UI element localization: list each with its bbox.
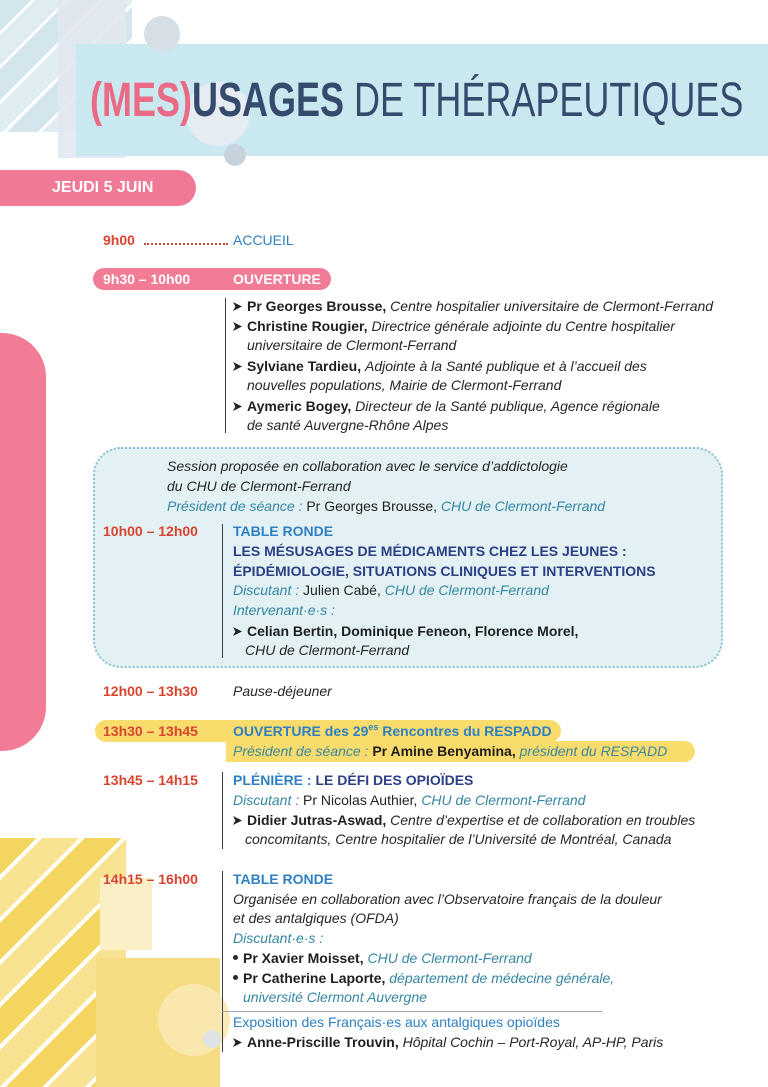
discussant-line [233, 581, 549, 599]
session-type: TABLE RONDE [233, 523, 334, 539]
discussant-name: Pr Nicolas Authier, [303, 792, 418, 808]
discussant-affiliation: CHU de Clermont-Ferrand [421, 792, 586, 808]
chair-name: Pr Amine Benyamina, [372, 743, 516, 759]
label-respadd-text: OUVERTURE des 29 [233, 723, 369, 739]
vertical-rule [222, 871, 223, 1052]
label-respadd-sup: es [368, 722, 379, 732]
decor-pink-side-bar [0, 333, 46, 751]
speakers-label: Intervenant·e·s : [233, 602, 335, 618]
list-item [233, 622, 578, 640]
time-respadd: 13h30 – 13h45 [103, 723, 198, 739]
list-item [233, 969, 614, 987]
list-item [233, 811, 695, 829]
vertical-rule [222, 524, 223, 658]
discussant-name: Pr Xavier Moisset, [243, 950, 364, 966]
speaker-role: nouvelles populations, Mairie de Clermont-Ferrand [247, 377, 562, 393]
chair-label: Président de séance : [167, 498, 303, 514]
speaker-role: Adjointe à la Santé publique et à l’accueil des [365, 358, 647, 374]
pleniere-heading [233, 771, 473, 789]
discussant-name: Julien Cabé, [303, 582, 381, 598]
discussant-line [233, 791, 585, 809]
speaker-role: universitaire de Clermont-Ferrand [247, 337, 457, 353]
speaker-role: Centre d’expertise et de collaboration en troubles [390, 812, 696, 828]
speaker-name: Didier Jutras-Aswad, [247, 812, 387, 828]
list-item [233, 297, 713, 315]
discussant-affiliation: département de médecine générale, [389, 970, 615, 986]
speaker-role: Directrice générale adjointe du Centre hospitalier [371, 318, 675, 334]
dotted-leader [144, 243, 228, 245]
arrow-bullet-icon [233, 1038, 242, 1047]
page-title [90, 74, 744, 127]
chair-label: Président de séance : [233, 743, 369, 759]
session-type: TABLE RONDE [233, 871, 334, 887]
pleniere-label: PLÉNIÈRE : [233, 772, 312, 788]
session-intro: et des antalgiques (OFDA) [233, 910, 399, 926]
arrow-bullet-icon [233, 627, 242, 636]
discussant-name: Pr Catherine Laporte, [243, 970, 386, 986]
talk-title: Exposition des Français·es aux antalgiques opioïdes [233, 1014, 560, 1030]
chair-name: Pr Georges Brousse, [306, 498, 438, 514]
discussant-affiliation: CHU de Clermont-Ferrand [384, 582, 549, 598]
bullet-icon [233, 975, 238, 980]
list-item [233, 317, 675, 335]
speaker-name: Aymeric Bogey, [247, 398, 352, 414]
speaker-affiliation: CHU de Clermont-Ferrand [245, 642, 410, 658]
decor-circle [203, 1030, 221, 1048]
label-respadd [233, 722, 552, 740]
speaker-name: Pr Georges Brousse, [247, 298, 387, 314]
time-accueil: 9h00 [103, 232, 135, 248]
decor-circle [144, 16, 180, 52]
list-item [233, 1033, 663, 1051]
speaker-names: Celian Bertin, Dominique Feneon, Florence Morel, [247, 623, 579, 639]
chair-role: président du RESPADD [519, 743, 668, 759]
session-intro: Session proposée en collaboration avec le service d’addictologie [167, 458, 568, 474]
speaker-affiliation: Hôpital Cochin – Port-Royal, AP-HP, Paris [402, 1034, 664, 1050]
separator [222, 1011, 602, 1012]
speaker-name: Anne-Priscille Trouvin, [247, 1034, 399, 1050]
session-title: LES MÉSUSAGES DE MÉDICAMENTS CHEZ LES JEUNES : [233, 543, 627, 559]
chair-affiliation: CHU de Clermont-Ferrand [440, 498, 606, 514]
label-respadd-end: Rencontres du RESPADD [378, 723, 552, 739]
arrow-bullet-icon [233, 402, 242, 411]
discussants-label: Discutant·e·s : [233, 930, 324, 946]
decor-circle [158, 984, 230, 1056]
discussant-label: Discutant : [233, 582, 300, 598]
arrow-bullet-icon [233, 362, 242, 371]
time-pause: 12h00 – 13h30 [103, 683, 198, 699]
session-chair [167, 497, 605, 515]
decor-circle [224, 144, 246, 166]
speaker-role: concomitants, Centre hospitalier de l’Université de Montréal, Canada [245, 831, 672, 847]
speaker-role: Directeur de la Santé publique, Agence régionale [355, 398, 660, 414]
discussant-label: Discutant : [233, 792, 300, 808]
arrow-bullet-icon [233, 816, 242, 825]
list-item [233, 357, 647, 375]
vertical-rule [225, 298, 226, 433]
decor-square [100, 878, 152, 950]
list-item [233, 949, 532, 967]
session-title: ÉPIDÉMIOLOGIE, SITUATIONS CLINIQUES ET INTERVENTIONS [233, 563, 656, 579]
respadd-chair [233, 742, 667, 760]
time-table-ronde-2: 14h15 – 16h00 [103, 871, 198, 887]
session-intro: du CHU de Clermont-Ferrand [167, 478, 351, 494]
session-intro: Organisée en collaboration avec l’Observatoire français de la douleur [233, 891, 662, 907]
label-pause: Pause-déjeuner [233, 683, 332, 699]
title-rest: DE THÉRAPEUTIQUES [344, 74, 744, 127]
title-prefix: (MES) [90, 74, 192, 127]
speaker-role: Centre hospitalier universitaire de Clermont-Ferrand [390, 298, 714, 314]
label-accueil: ACCUEIL [233, 232, 294, 248]
speaker-name: Sylviane Tardieu, [247, 358, 362, 374]
arrow-bullet-icon [233, 302, 242, 311]
time-pleniere: 13h45 – 14h15 [103, 772, 198, 788]
speaker-name: Christine Rougier, [247, 318, 368, 334]
pleniere-title: LE DÉFI DES OPIOÏDES [315, 772, 474, 788]
bullet-icon [233, 955, 238, 960]
list-item [233, 397, 660, 415]
speaker-role: de santé Auvergne-Rhône Alpes [247, 417, 449, 433]
time-table-ronde-1: 10h00 – 12h00 [103, 523, 198, 539]
label-ouverture: OUVERTURE [233, 271, 321, 287]
day-label: JEUDI 5 JUIN [52, 179, 154, 196]
title-bold: USAGES [191, 74, 345, 127]
arrow-bullet-icon [233, 322, 242, 331]
time-ouverture: 9h30 – 10h00 [103, 271, 191, 287]
vertical-rule [222, 772, 223, 849]
discussant-affiliation: université Clermont Auvergne [243, 989, 427, 1005]
discussant-affiliation: CHU de Clermont-Ferrand [367, 950, 532, 966]
